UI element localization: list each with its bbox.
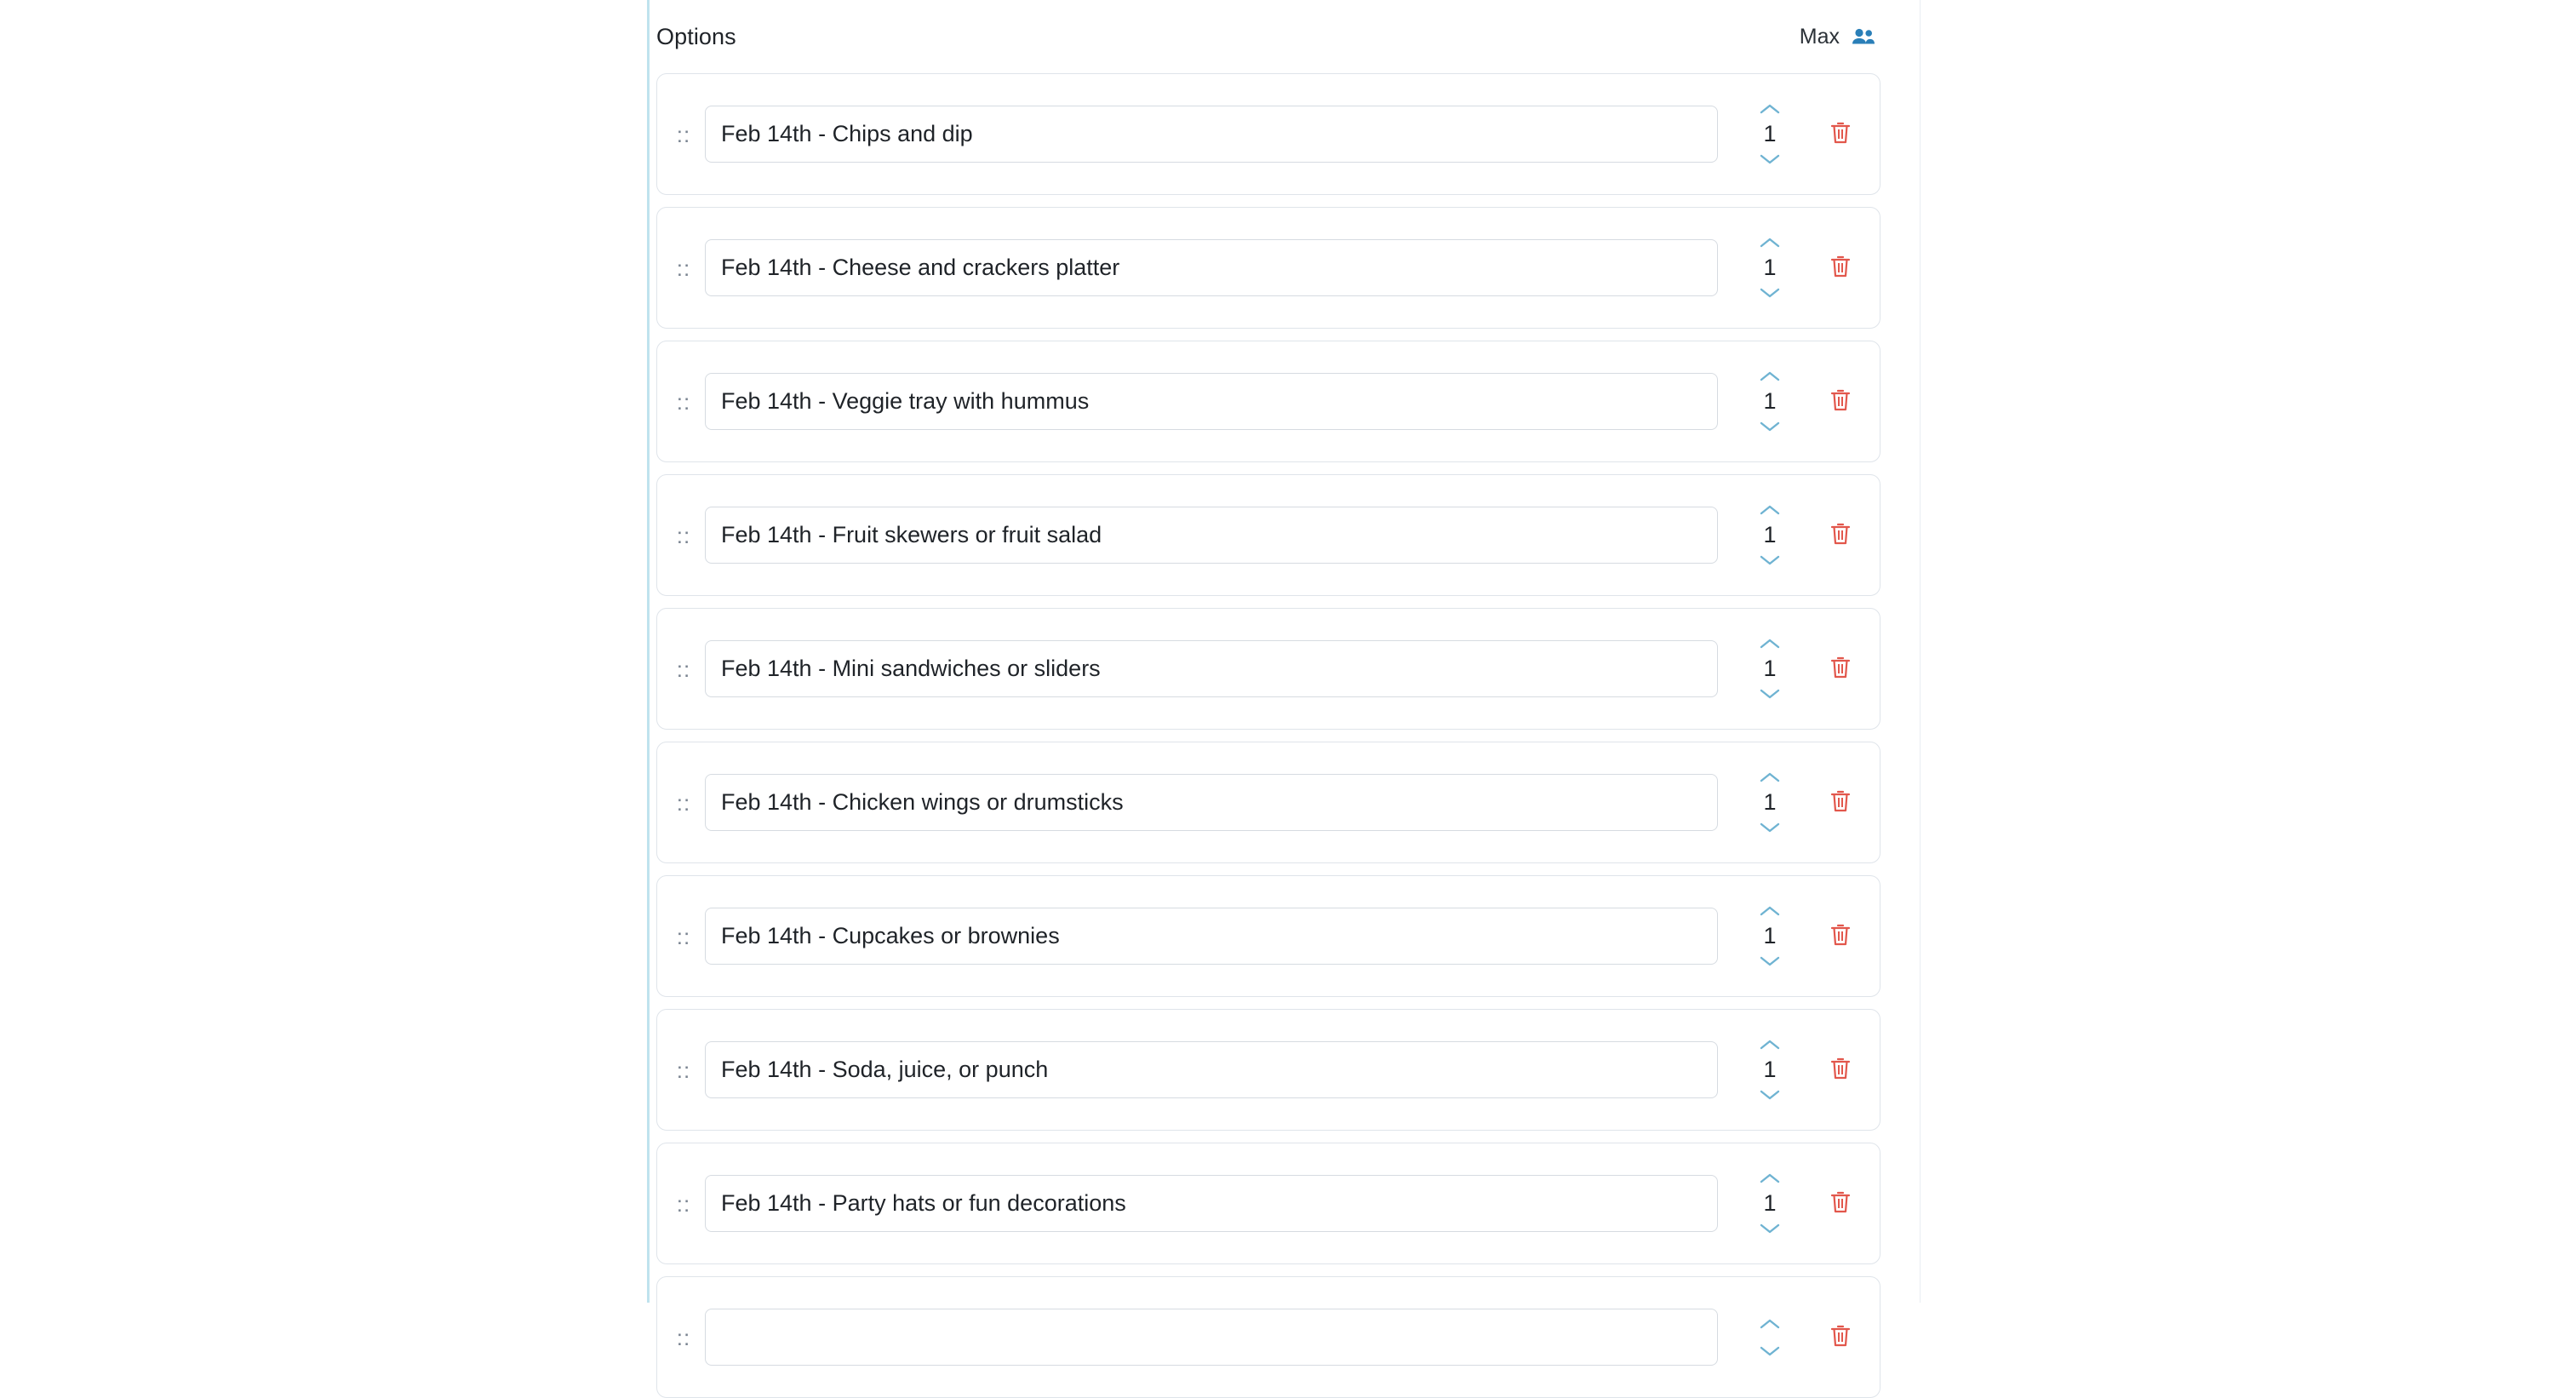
trash-icon xyxy=(1829,1056,1852,1084)
trash-icon xyxy=(1829,1189,1852,1218)
chevron-down-icon[interactable] xyxy=(1759,685,1781,702)
option-text-input[interactable] xyxy=(705,1309,1718,1366)
option-count-value: 1 xyxy=(1763,121,1777,146)
option-row-partial[interactable] xyxy=(656,1276,1880,1350)
chevron-down-icon[interactable] xyxy=(1759,284,1781,301)
options-list xyxy=(650,73,1920,1350)
drag-handle[interactable]: :: xyxy=(676,388,691,415)
trash-icon xyxy=(1829,521,1852,549)
option-row[interactable] xyxy=(656,742,1880,863)
delete-option-button[interactable] xyxy=(1817,913,1864,960)
drag-handle[interactable]: :: xyxy=(676,1324,691,1350)
option-row[interactable] xyxy=(656,341,1880,462)
option-row[interactable] xyxy=(656,207,1880,329)
options-panel xyxy=(647,0,1920,1350)
max-label: Max xyxy=(1799,24,1840,49)
drag-handle[interactable]: :: xyxy=(676,1190,691,1217)
delete-option-button[interactable] xyxy=(1817,779,1864,827)
chevron-down-icon[interactable] xyxy=(1759,1086,1781,1103)
option-row[interactable] xyxy=(656,875,1880,997)
chevron-down-icon[interactable] xyxy=(1759,1343,1781,1360)
drag-handle[interactable]: :: xyxy=(676,1057,691,1083)
option-count-value: 1 xyxy=(1763,1057,1777,1082)
chevron-up-icon[interactable] xyxy=(1759,1036,1781,1053)
option-count-value: 1 xyxy=(1763,388,1777,414)
trash-icon xyxy=(1829,922,1852,950)
drag-handle[interactable]: :: xyxy=(676,522,691,548)
chevron-up-icon[interactable] xyxy=(1759,635,1781,652)
delete-option-button[interactable] xyxy=(1817,645,1864,693)
option-text-input[interactable] xyxy=(705,239,1718,296)
option-count-stepper[interactable] xyxy=(1737,368,1803,435)
drag-handle[interactable]: :: xyxy=(676,255,691,281)
chevron-down-icon[interactable] xyxy=(1759,552,1781,569)
option-row[interactable] xyxy=(656,608,1880,730)
chevron-up-icon[interactable] xyxy=(1759,234,1781,251)
max-participants-control[interactable] xyxy=(1800,25,1880,49)
option-count-stepper[interactable] xyxy=(1737,501,1803,569)
chevron-up-icon[interactable] xyxy=(1759,1315,1781,1332)
option-count-stepper[interactable] xyxy=(1737,902,1803,970)
trash-icon xyxy=(1829,1323,1852,1351)
option-count-value: 1 xyxy=(1763,923,1777,948)
chevron-up-icon[interactable] xyxy=(1759,902,1781,920)
option-text-input[interactable] xyxy=(705,106,1718,163)
trash-icon xyxy=(1829,788,1852,816)
drag-handle[interactable]: :: xyxy=(676,789,691,816)
chevron-down-icon[interactable] xyxy=(1759,1220,1781,1237)
delete-option-button[interactable] xyxy=(1817,244,1864,292)
delete-option-button[interactable] xyxy=(1817,1314,1864,1361)
page-title: Options xyxy=(656,23,736,49)
chevron-down-icon[interactable] xyxy=(1759,953,1781,970)
delete-option-button[interactable] xyxy=(1817,378,1864,426)
chevron-up-icon[interactable] xyxy=(1759,501,1781,519)
option-row[interactable] xyxy=(656,1143,1880,1264)
chevron-down-icon[interactable] xyxy=(1759,819,1781,836)
option-count-value: 1 xyxy=(1763,255,1777,280)
option-count-value: 1 xyxy=(1763,656,1777,681)
option-text-input[interactable] xyxy=(705,640,1718,697)
chevron-down-icon[interactable] xyxy=(1759,418,1781,435)
right-empty-area xyxy=(1919,0,2576,1303)
delete-option-button[interactable] xyxy=(1817,512,1864,559)
option-row[interactable] xyxy=(656,1276,1880,1398)
option-text-input[interactable] xyxy=(705,1041,1718,1098)
option-count-value: 1 xyxy=(1763,522,1777,547)
option-count-stepper[interactable] xyxy=(1737,1315,1803,1360)
chevron-down-icon[interactable] xyxy=(1759,151,1781,168)
trash-icon xyxy=(1829,254,1852,282)
option-count-value: 1 xyxy=(1763,1190,1777,1216)
option-text-input[interactable] xyxy=(705,373,1718,430)
trash-icon xyxy=(1829,655,1852,683)
delete-option-button[interactable] xyxy=(1817,1046,1864,1094)
chevron-up-icon[interactable] xyxy=(1759,769,1781,786)
delete-option-button[interactable] xyxy=(1817,1180,1864,1228)
people-icon xyxy=(1852,27,1875,46)
trash-icon xyxy=(1829,387,1852,415)
option-count-stepper[interactable] xyxy=(1737,1170,1803,1237)
option-count-value: 1 xyxy=(1763,789,1777,815)
option-row[interactable] xyxy=(656,1009,1880,1131)
chevron-up-icon[interactable] xyxy=(1759,100,1781,117)
chevron-up-icon[interactable] xyxy=(1759,368,1781,385)
option-row[interactable] xyxy=(656,73,1880,195)
option-row[interactable] xyxy=(656,474,1880,596)
option-text-input[interactable] xyxy=(705,774,1718,831)
drag-handle[interactable]: :: xyxy=(676,121,691,147)
option-text-input[interactable] xyxy=(705,507,1718,564)
option-count-stepper[interactable] xyxy=(1737,635,1803,702)
trash-icon xyxy=(1829,120,1852,148)
delete-option-button[interactable] xyxy=(1817,111,1864,158)
option-text-input[interactable] xyxy=(705,908,1718,965)
chevron-up-icon[interactable] xyxy=(1759,1170,1781,1187)
option-count-stepper[interactable] xyxy=(1737,769,1803,836)
options-panel-header xyxy=(650,0,1920,73)
option-text-input[interactable] xyxy=(705,1175,1718,1232)
drag-handle[interactable]: :: xyxy=(676,656,691,682)
option-count-stepper[interactable] xyxy=(1737,1036,1803,1103)
option-count-stepper[interactable] xyxy=(1737,100,1803,168)
option-count-stepper[interactable] xyxy=(1737,234,1803,301)
drag-handle[interactable]: :: xyxy=(676,923,691,949)
